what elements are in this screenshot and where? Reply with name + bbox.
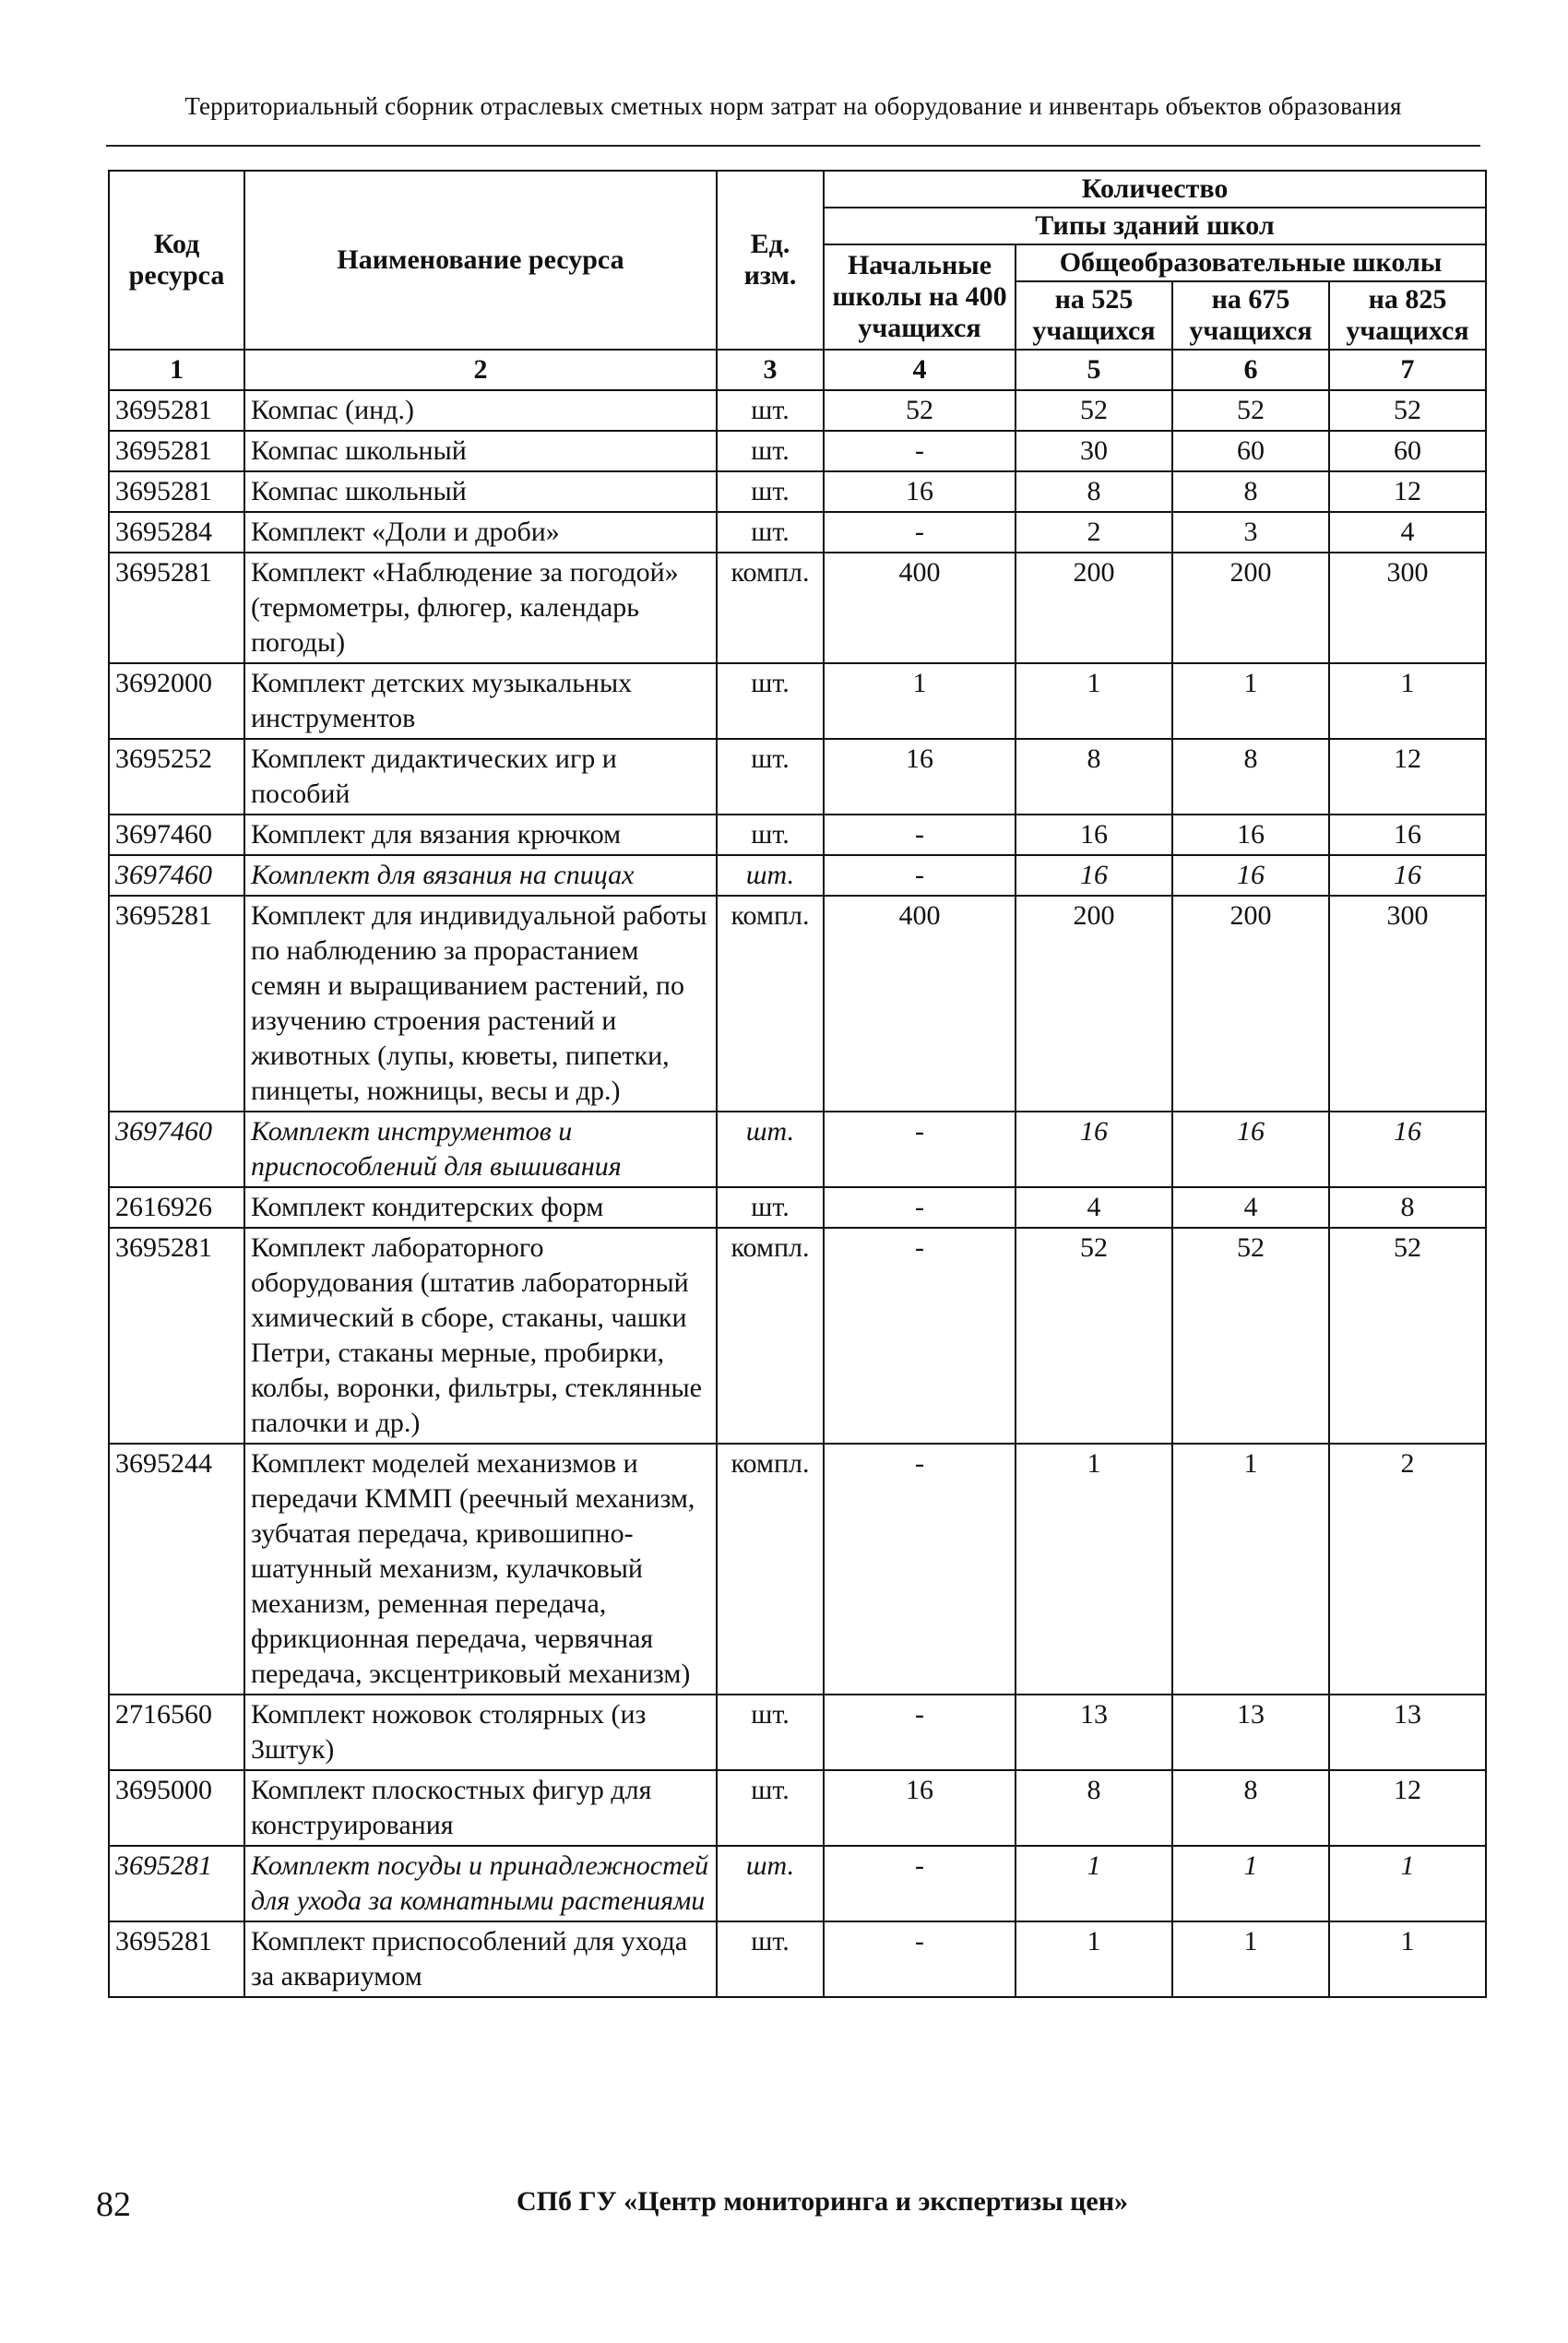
column-number: 7 xyxy=(1329,350,1486,390)
header-quantity: Количество xyxy=(824,171,1486,208)
unit-cell: шт. xyxy=(717,471,824,512)
table-row xyxy=(109,815,1486,855)
qty-825: 4 xyxy=(1329,512,1486,553)
qty-825: 8 xyxy=(1329,1187,1486,1228)
qty-primary-400: 400 xyxy=(824,896,1016,1112)
resource-code: 2716560 xyxy=(109,1695,244,1770)
qty-825: 16 xyxy=(1329,815,1486,855)
table-row xyxy=(109,896,1486,1112)
resource-name: Комплект лабораторного оборудования (штатив лабораторный химический в сборе, стаканы, чашки Петри, стаканы мерные, пробирки, колбы, воронки, фильтры, стеклянные палочки и др.) xyxy=(244,1228,717,1444)
header-825: на 825 учащихся xyxy=(1329,281,1486,350)
qty-525: 13 xyxy=(1016,1695,1172,1770)
qty-primary-400: 1 xyxy=(824,663,1016,739)
qty-525: 1 xyxy=(1016,1444,1172,1695)
qty-525: 1 xyxy=(1016,663,1172,739)
column-number: 1 xyxy=(109,350,244,390)
qty-525: 52 xyxy=(1016,1228,1172,1444)
table-row xyxy=(109,1228,1486,1444)
resource-name: Комплект дидактических игр и пособий xyxy=(244,739,717,815)
resource-code: 3697460 xyxy=(109,815,244,855)
unit-cell: компл. xyxy=(717,1228,824,1444)
qty-primary-400: - xyxy=(824,431,1016,471)
qty-825: 16 xyxy=(1329,855,1486,896)
unit-cell: шт. xyxy=(717,739,824,815)
header-rule xyxy=(106,145,1480,147)
qty-825: 2 xyxy=(1329,1444,1486,1695)
column-number: 5 xyxy=(1016,350,1172,390)
resource-name: Комплект плоскостных фигур для конструирования xyxy=(244,1770,717,1846)
qty-primary-400: - xyxy=(824,512,1016,553)
table-row xyxy=(109,855,1486,896)
qty-825: 300 xyxy=(1329,896,1486,1112)
qty-825: 60 xyxy=(1329,431,1486,471)
resource-code: 3692000 xyxy=(109,663,244,739)
qty-675: 200 xyxy=(1172,553,1329,663)
qty-675: 4 xyxy=(1172,1187,1329,1228)
qty-primary-400: - xyxy=(824,1187,1016,1228)
qty-primary-400: 16 xyxy=(824,739,1016,815)
qty-primary-400: 16 xyxy=(824,1770,1016,1846)
table-row xyxy=(109,1695,1486,1770)
table-row xyxy=(109,739,1486,815)
resource-code: 3695281 xyxy=(109,1228,244,1444)
resource-name: Компас школьный xyxy=(244,471,717,512)
table-row xyxy=(109,1112,1486,1187)
resource-code: 3695281 xyxy=(109,896,244,1112)
qty-525: 52 xyxy=(1016,390,1172,431)
header-primary-schools: Начальные школы на 400 учащихся xyxy=(824,244,1016,350)
qty-675: 200 xyxy=(1172,896,1329,1112)
resource-name: Компас школьный xyxy=(244,431,717,471)
qty-825: 1 xyxy=(1329,1846,1486,1921)
qty-primary-400: 16 xyxy=(824,471,1016,512)
qty-primary-400: - xyxy=(824,1921,1016,1997)
unit-cell: шт. xyxy=(717,1187,824,1228)
resource-name: Компас (инд.) xyxy=(244,390,717,431)
header-name: Наименование ресурса xyxy=(244,171,717,350)
qty-primary-400: 400 xyxy=(824,553,1016,663)
unit-cell: шт. xyxy=(717,1770,824,1846)
qty-675: 8 xyxy=(1172,471,1329,512)
qty-825: 1 xyxy=(1329,663,1486,739)
table-row xyxy=(109,431,1486,471)
qty-825: 1 xyxy=(1329,1921,1486,1997)
qty-675: 52 xyxy=(1172,1228,1329,1444)
header-general-schools: Общеобразовательные школы xyxy=(1016,244,1486,281)
qty-675: 52 xyxy=(1172,390,1329,431)
resource-name: Комплект моделей механизмов и передачи КММП (реечный механизм, зубчатая передача, кривошипно-шатунный механизм, кулачковый механизм, ременная передача, фрикционная передача, червячная передача, эксцентриковый механизм) xyxy=(244,1444,717,1695)
qty-675: 3 xyxy=(1172,512,1329,553)
unit-cell: компл. xyxy=(717,553,824,663)
qty-525: 8 xyxy=(1016,1770,1172,1846)
resource-name: Комплект инструментов и приспособлений для вышивания xyxy=(244,1112,717,1187)
resource-code: 3697460 xyxy=(109,855,244,896)
qty-525: 200 xyxy=(1016,896,1172,1112)
resource-code: 3695281 xyxy=(109,471,244,512)
header-unit: Ед. изм. xyxy=(717,171,824,350)
unit-cell: шт. xyxy=(717,1846,824,1921)
qty-525: 1 xyxy=(1016,1846,1172,1921)
qty-525: 30 xyxy=(1016,431,1172,471)
qty-675: 60 xyxy=(1172,431,1329,471)
resource-name: Комплект «Доли и дроби» xyxy=(244,512,717,553)
qty-525: 200 xyxy=(1016,553,1172,663)
qty-525: 4 xyxy=(1016,1187,1172,1228)
column-number: 3 xyxy=(717,350,824,390)
qty-primary-400: - xyxy=(824,1695,1016,1770)
qty-primary-400: - xyxy=(824,1112,1016,1187)
qty-primary-400: - xyxy=(824,855,1016,896)
footer-organization: СПб ГУ «Центр мониторинга и экспертизы цен» xyxy=(517,2186,1129,2217)
qty-675: 16 xyxy=(1172,855,1329,896)
table-row xyxy=(109,1444,1486,1695)
header-building-types: Типы зданий школ xyxy=(824,208,1486,244)
unit-cell: шт. xyxy=(717,1695,824,1770)
resource-code: 3695281 xyxy=(109,390,244,431)
column-number: 2 xyxy=(244,350,717,390)
resource-code: 3695000 xyxy=(109,1770,244,1846)
resource-code: 3695281 xyxy=(109,1846,244,1921)
unit-cell: шт. xyxy=(717,512,824,553)
qty-675: 16 xyxy=(1172,815,1329,855)
resource-name: Комплект для вязания крючком xyxy=(244,815,717,855)
resource-name: Комплект посуды и принадлежностей для ухода за комнатными растениями xyxy=(244,1846,717,1921)
table-row xyxy=(109,512,1486,553)
header-525: на 525 учащихся xyxy=(1016,281,1172,350)
qty-525: 16 xyxy=(1016,1112,1172,1187)
qty-primary-400: 52 xyxy=(824,390,1016,431)
resource-table xyxy=(108,170,1487,1998)
table-row xyxy=(109,390,1486,431)
table-row xyxy=(109,1187,1486,1228)
resource-name: Комплект для вязания на спицах xyxy=(244,855,717,896)
table-row xyxy=(109,1921,1486,1997)
qty-525: 16 xyxy=(1016,815,1172,855)
page-number: 82 xyxy=(96,2185,131,2224)
qty-825: 12 xyxy=(1329,1770,1486,1846)
unit-cell: шт. xyxy=(717,855,824,896)
unit-cell: шт. xyxy=(717,390,824,431)
resource-name: Комплект приспособлений для ухода за аквариумом xyxy=(244,1921,717,1997)
table-row xyxy=(109,471,1486,512)
header-675: на 675 учащихся xyxy=(1172,281,1329,350)
qty-825: 300 xyxy=(1329,553,1486,663)
qty-525: 8 xyxy=(1016,739,1172,815)
qty-825: 12 xyxy=(1329,739,1486,815)
qty-825: 13 xyxy=(1329,1695,1486,1770)
resource-name: Комплект ножовок столярных (из 3штук) xyxy=(244,1695,717,1770)
resource-code: 3695281 xyxy=(109,431,244,471)
qty-675: 1 xyxy=(1172,663,1329,739)
qty-675: 1 xyxy=(1172,1921,1329,1997)
unit-cell: компл. xyxy=(717,896,824,1112)
qty-825: 16 xyxy=(1329,1112,1486,1187)
qty-825: 52 xyxy=(1329,1228,1486,1444)
resource-code: 3695244 xyxy=(109,1444,244,1695)
qty-primary-400: - xyxy=(824,1846,1016,1921)
resource-code: 3695284 xyxy=(109,512,244,553)
qty-primary-400: - xyxy=(824,1444,1016,1695)
qty-primary-400: - xyxy=(824,815,1016,855)
qty-675: 8 xyxy=(1172,739,1329,815)
table-body xyxy=(109,390,1486,1997)
qty-525: 2 xyxy=(1016,512,1172,553)
unit-cell: шт. xyxy=(717,1112,824,1187)
column-number: 6 xyxy=(1172,350,1329,390)
unit-cell: шт. xyxy=(717,1921,824,1997)
resource-code: 3695252 xyxy=(109,739,244,815)
qty-525: 8 xyxy=(1016,471,1172,512)
qty-primary-400: - xyxy=(824,1228,1016,1444)
table-row xyxy=(109,1846,1486,1921)
qty-525: 1 xyxy=(1016,1921,1172,1997)
header-code: Код ресурса xyxy=(109,171,244,350)
table-row xyxy=(109,1770,1486,1846)
resource-name: Комплект кондитерских форм xyxy=(244,1187,717,1228)
unit-cell: шт. xyxy=(717,663,824,739)
unit-cell: компл. xyxy=(717,1444,824,1695)
table-row xyxy=(109,553,1486,663)
qty-675: 13 xyxy=(1172,1695,1329,1770)
resource-name: Комплект для индивидуальной работы по наблюдению за прорастанием семян и выращиванием растений, по изучению строения растений и животных (лупы, кюветы, пипетки, пинцеты, ножницы, весы и др.) xyxy=(244,896,717,1112)
resource-name: Комплект детских музыкальных инструментов xyxy=(244,663,717,739)
unit-cell: шт. xyxy=(717,431,824,471)
unit-cell: шт. xyxy=(717,815,824,855)
resource-code: 3695281 xyxy=(109,1921,244,1997)
resource-code: 2616926 xyxy=(109,1187,244,1228)
column-number: 4 xyxy=(824,350,1016,390)
table-header xyxy=(109,171,1486,390)
qty-675: 1 xyxy=(1172,1846,1329,1921)
resource-name: Комплект «Наблюдение за погодой» (термометры, флюгер, календарь погоды) xyxy=(244,553,717,663)
qty-675: 1 xyxy=(1172,1444,1329,1695)
resource-code: 3695281 xyxy=(109,553,244,663)
qty-825: 12 xyxy=(1329,471,1486,512)
qty-675: 8 xyxy=(1172,1770,1329,1846)
qty-525: 16 xyxy=(1016,855,1172,896)
page-header: Территориальный сборник отраслевых сметных норм затрат на оборудование и инвентарь объектов образования xyxy=(184,92,1402,120)
table-row xyxy=(109,663,1486,739)
qty-675: 16 xyxy=(1172,1112,1329,1187)
column-number-row xyxy=(109,350,1486,390)
resource-code: 3697460 xyxy=(109,1112,244,1187)
qty-825: 52 xyxy=(1329,390,1486,431)
